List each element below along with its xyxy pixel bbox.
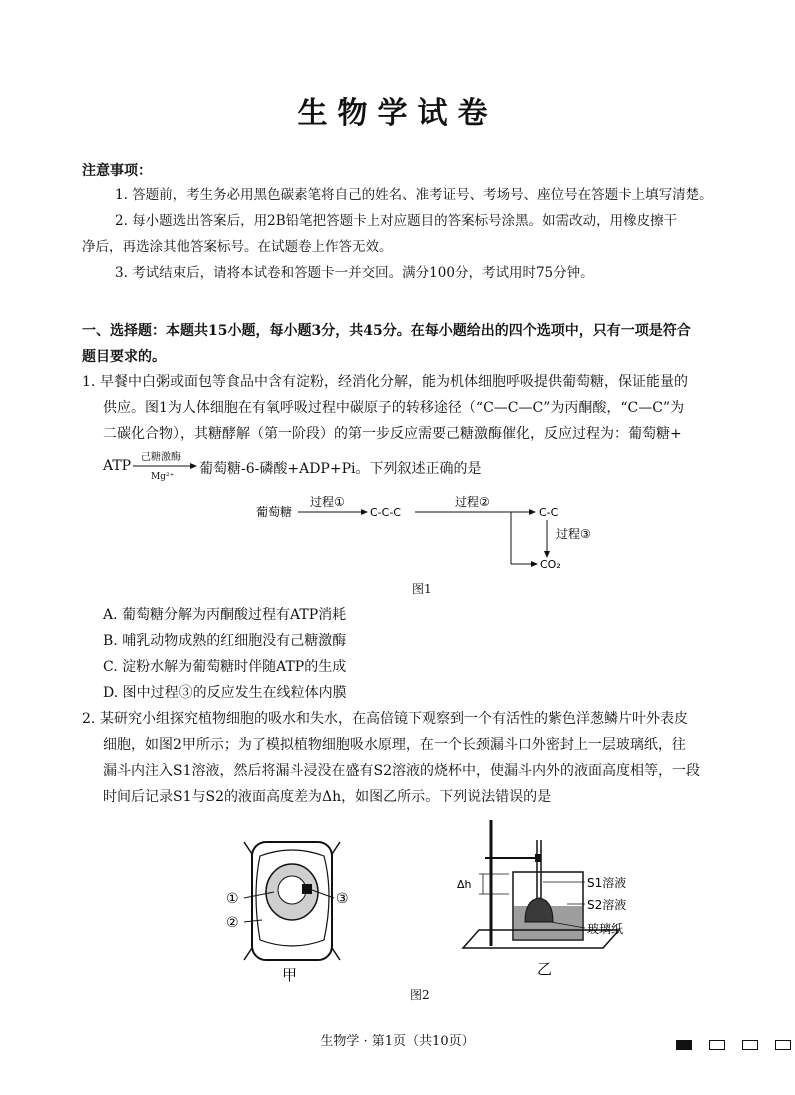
cellophane-label: 玻璃纸 xyxy=(587,922,624,936)
question-1-line-2: 供应。图1为人体细胞在有氧呼吸过程中碳原子的转移途径（“C—C—C”为丙酮酸，“C—C”为 xyxy=(103,400,685,416)
fig1-ccc: C-C-C xyxy=(370,506,401,519)
page-marker-1 xyxy=(676,1040,692,1050)
figure-yi-label: 乙 xyxy=(537,960,553,978)
page-markers xyxy=(676,1034,791,1053)
cell-label-2: ② xyxy=(226,915,239,931)
figure-1-caption: 图1 xyxy=(412,582,432,596)
q1-option-b: B. 哺乳动物成熟的红细胞没有己糖激酶 xyxy=(103,633,347,649)
notice-item-2-cont: 净后，再选涂其他答案标号。在试题卷上作答无效。 xyxy=(82,239,393,255)
equation-left: ATP xyxy=(103,458,132,474)
notice-item-2: 2. 每小题选出答案后，用2B铅笔把答题卡上对应题目的答案标号涂黑。如需改动，用橡皮擦干 xyxy=(115,213,678,229)
reaction-equation xyxy=(103,446,773,486)
question-2-line-2: 细胞，如图2甲所示；为了模拟植物细胞吸水原理，在一个长颈漏斗口外密封上一层玻璃纸，往 xyxy=(103,737,686,753)
question-2-line-1: 2. 某研究小组探究植物细胞的吸水和失水，在高倍镜下观察到一个有活性的紫色洋葱鳞片叶外表皮 xyxy=(82,706,772,732)
fig1-step3: 过程③ xyxy=(556,527,591,541)
s2-solution-label: S2溶液 xyxy=(587,898,627,912)
q1-option-a: A. 葡萄糖分解为丙酮酸过程有ATP消耗 xyxy=(103,607,347,623)
page-marker-2 xyxy=(709,1040,725,1050)
fig1-step1: 过程① xyxy=(310,495,345,509)
question-1-number: 1. xyxy=(82,374,96,390)
notice-heading: 注意事项： xyxy=(82,163,152,179)
figure-2-caption: 图2 xyxy=(410,988,430,1002)
figure-2-osmosis-diagram xyxy=(455,818,655,978)
q1-option-d: D. 图中过程③的反应发生在线粒体内膜 xyxy=(103,685,347,701)
question-2-line-3: 漏斗内注入S1溶液，然后将漏斗浸没在盛有S2溶液的烧杯中，使漏斗内外的液面高度相等，一段 xyxy=(103,763,700,779)
page-marker-4 xyxy=(775,1040,791,1050)
question-1-line-1: 1. 早餐中白粥或面包等食品中含有淀粉，经消化分解，能为机体细胞呼吸提供葡萄糖，保证能量的 xyxy=(82,369,772,395)
section-line-1: 一、选择题：本题共15小题，每小题3分，共45分。在每小题给出的四个选项中，只有一项是符合 xyxy=(82,323,691,339)
cell-label-3: ③ xyxy=(336,891,349,907)
enzyme-label: 己糖激酶 xyxy=(141,452,181,463)
notice-item-3: 3. 考试结束后，请将本试卷和答题卡一并交回。满分100分，考试用时75分钟。 xyxy=(115,265,594,281)
section-line-2: 题目要求的。 xyxy=(82,349,166,365)
q1-option-c: C. 淀粉水解为葡萄糖时伴随ATP的生成 xyxy=(103,659,347,675)
delta-h-label: Δh xyxy=(457,878,472,891)
notice-item-1: 1. 答题前，考生务必用黑色碳素笔将自己的姓名、准考证号、考场号、座位号在答题卡上填写清楚。 xyxy=(115,187,713,203)
page-title: 生物学试卷 xyxy=(297,96,498,131)
s1-solution-label: S1溶液 xyxy=(587,876,627,890)
fig1-cc: C-C xyxy=(539,506,559,519)
figure-jia-label: 甲 xyxy=(282,966,298,984)
figure-2-cell-diagram xyxy=(222,834,362,984)
page-footer: 生物学 · 第1页（共10页） xyxy=(320,1034,475,1049)
equation-right: 葡萄糖-6-磷酸+ADP+Pi。下列叙述正确的是 xyxy=(199,461,482,477)
fig1-glucose: 葡萄糖 xyxy=(256,505,293,519)
page-marker-3 xyxy=(742,1040,758,1050)
question-2-number: 2. xyxy=(82,711,96,727)
fig1-step2: 过程② xyxy=(455,495,490,509)
cofactor-label: Mg²⁺ xyxy=(151,472,175,482)
reaction-arrow xyxy=(133,462,197,470)
fig1-co2: CO₂ xyxy=(540,558,561,571)
section-heading xyxy=(82,318,762,370)
question-1-line-3: 二碳化合物），其糖酵解（第一阶段）的第一步反应需要己糖激酶催化，反应过程为：葡萄糖+ xyxy=(103,426,682,442)
figure-1-diagram xyxy=(250,494,610,574)
question-2-line-4: 时间后记录S1与S2的液面高度差为Δh，如图乙所示。下列说法错误的是 xyxy=(103,789,552,805)
cell-label-1: ① xyxy=(226,891,239,907)
